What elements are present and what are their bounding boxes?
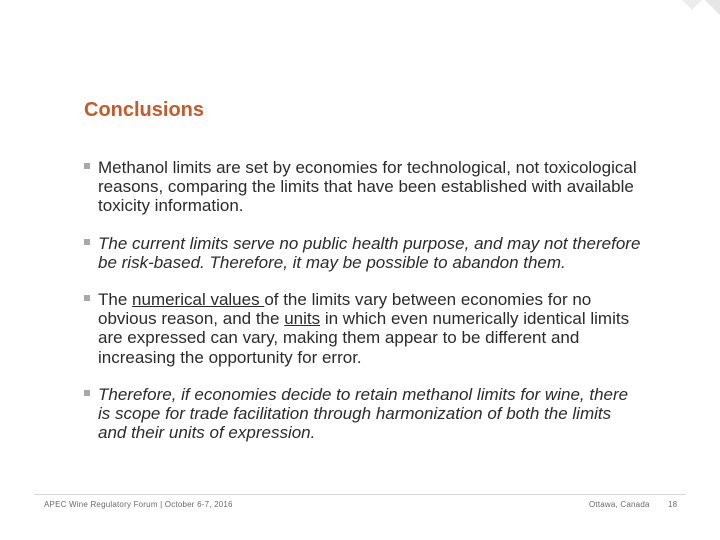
bullet-text: Methanol limits are set by economies for technological, not toxicological reasons, comparing the limits that have been established with available toxicity information. bbox=[98, 158, 637, 216]
bullet-item-public-health bbox=[84, 234, 644, 272]
footer-location: Ottawa, Canada bbox=[589, 500, 650, 509]
bullet-text-part: of the limits vary between economies for no obvious reason, and the bbox=[98, 290, 592, 329]
bullet-item-technological-limits bbox=[84, 158, 644, 216]
corner-triangle-small bbox=[682, 0, 702, 10]
footer-divider bbox=[34, 494, 686, 495]
footer-event: APEC Wine Regulatory Forum | October 6-7, 2016 bbox=[44, 500, 233, 509]
page-number: 18 bbox=[668, 500, 678, 509]
bullet-item-trade-facilitation bbox=[84, 385, 644, 443]
slide-footer bbox=[0, 488, 720, 540]
underlined-term-numerical-values: numerical values bbox=[132, 290, 265, 310]
square-bullet-icon bbox=[84, 239, 90, 245]
slide-title: Conclusions bbox=[84, 99, 205, 121]
corner-triangle-large bbox=[705, 0, 720, 15]
bullet-text-part: in which even numerically identical limits are expressed can vary, making them appear to be different and increasing the opportunity for error. bbox=[98, 309, 630, 367]
bullet-item-numerical-values bbox=[84, 290, 644, 367]
bullet-text-part: The bbox=[98, 290, 133, 310]
bullet-text: Therefore, if economies decide to retain methanol limits for wine, there is scope for trade facilitation through harmonization of both the limits and their units of expression. bbox=[98, 384, 629, 443]
square-bullet-icon bbox=[84, 295, 90, 301]
underlined-term-units: units bbox=[284, 309, 321, 329]
bullet-list bbox=[84, 158, 644, 460]
square-bullet-icon bbox=[84, 163, 90, 169]
square-bullet-icon bbox=[84, 390, 90, 396]
bullet-text: The current limits serve no public health purpose, and may not therefore be risk-based. Therefore, it may be possible to abandon them. bbox=[98, 233, 641, 272]
